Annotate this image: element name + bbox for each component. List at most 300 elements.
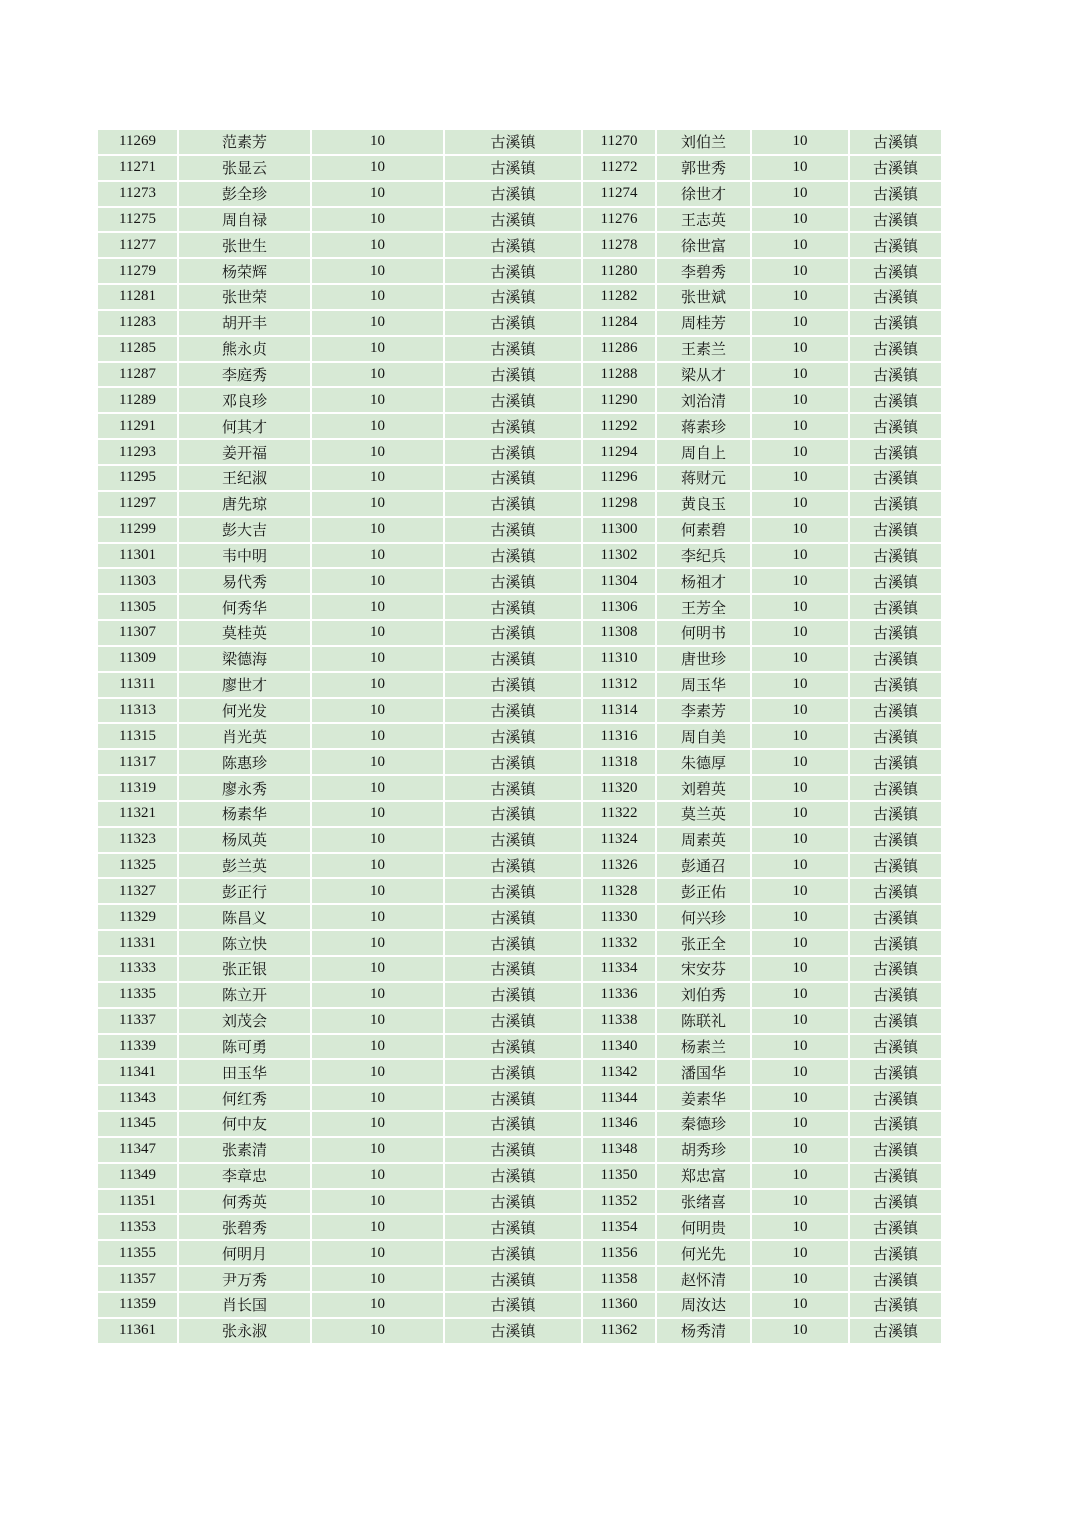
cell-count: 10 [311,1189,444,1215]
cell-count: 10 [751,1008,849,1034]
cell-name: 何素碧 [656,517,751,543]
table-row [97,775,942,801]
cell-town: 古溪镇 [444,1240,582,1266]
cell-id: 11342 [582,1059,656,1085]
cell-town: 古溪镇 [849,853,942,879]
cell-id: 11339 [97,1034,178,1060]
table-row [97,336,942,362]
cell-count: 10 [751,1318,849,1344]
cell-name: 宋安芬 [656,956,751,982]
cell-name: 陈立快 [178,930,311,956]
cell-town: 古溪镇 [444,1266,582,1292]
cell-town: 古溪镇 [849,284,942,310]
table-row [97,362,942,388]
cell-id: 11293 [97,439,178,465]
table-row [97,387,942,413]
cell-count: 10 [751,1034,849,1060]
cell-name: 刘碧英 [656,775,751,801]
cell-town: 古溪镇 [444,723,582,749]
cell-town: 古溪镇 [444,594,582,620]
table-row [97,594,942,620]
cell-name: 张正银 [178,956,311,982]
cell-id: 11350 [582,1163,656,1189]
cell-count: 10 [311,1214,444,1240]
cell-id: 11348 [582,1137,656,1163]
cell-name: 张世荣 [178,284,311,310]
table-row [97,129,942,155]
cell-count: 10 [751,749,849,775]
cell-id: 11288 [582,362,656,388]
cell-town: 古溪镇 [444,853,582,879]
cell-id: 11285 [97,336,178,362]
cell-count: 10 [311,439,444,465]
table-row [97,310,942,336]
cell-town: 古溪镇 [849,956,942,982]
cell-name: 周自上 [656,439,751,465]
cell-name: 熊永贞 [178,336,311,362]
cell-count: 10 [311,646,444,672]
cell-name: 何明书 [656,620,751,646]
cell-count: 10 [311,258,444,284]
cell-town: 古溪镇 [849,465,942,491]
cell-count: 10 [751,284,849,310]
table-row [97,1163,942,1189]
cell-town: 古溪镇 [849,723,942,749]
cell-town: 古溪镇 [444,517,582,543]
cell-town: 古溪镇 [849,827,942,853]
cell-name: 张碧秀 [178,1214,311,1240]
cell-name: 朱德厚 [656,749,751,775]
cell-town: 古溪镇 [444,1163,582,1189]
cell-name: 刘治清 [656,387,751,413]
cell-id: 11286 [582,336,656,362]
cell-town: 古溪镇 [849,1189,942,1215]
table-row [97,1318,942,1344]
table-row [97,543,942,569]
cell-id: 11270 [582,129,656,155]
table-row [97,1214,942,1240]
cell-town: 古溪镇 [444,129,582,155]
cell-name: 周玉华 [656,672,751,698]
cell-count: 10 [751,568,849,594]
cell-id: 11338 [582,1008,656,1034]
cell-count: 10 [311,568,444,594]
cell-name: 周素英 [656,827,751,853]
cell-count: 10 [751,1085,849,1111]
cell-count: 10 [311,1034,444,1060]
cell-count: 10 [751,491,849,517]
table-row [97,646,942,672]
cell-name: 廖永秀 [178,775,311,801]
cell-count: 10 [311,336,444,362]
roster-table-body [97,129,942,1344]
cell-town: 古溪镇 [444,465,582,491]
cell-name: 徐世富 [656,232,751,258]
cell-count: 10 [311,491,444,517]
cell-town: 古溪镇 [444,1292,582,1318]
cell-count: 10 [751,155,849,181]
cell-town: 古溪镇 [849,232,942,258]
cell-id: 11319 [97,775,178,801]
cell-count: 10 [751,878,849,904]
cell-name: 何其才 [178,413,311,439]
cell-name: 莫兰英 [656,801,751,827]
cell-id: 11283 [97,310,178,336]
cell-id: 11327 [97,878,178,904]
cell-name: 彭大吉 [178,517,311,543]
cell-id: 11337 [97,1008,178,1034]
cell-name: 肖长国 [178,1292,311,1318]
cell-name: 廖世才 [178,672,311,698]
table-row [97,491,942,517]
table-row [97,413,942,439]
cell-name: 张素清 [178,1137,311,1163]
cell-count: 10 [751,775,849,801]
cell-name: 张正全 [656,930,751,956]
cell-name: 姜素华 [656,1085,751,1111]
cell-id: 11357 [97,1266,178,1292]
cell-id: 11287 [97,362,178,388]
cell-count: 10 [311,801,444,827]
cell-id: 11273 [97,181,178,207]
cell-count: 10 [311,362,444,388]
cell-id: 11358 [582,1266,656,1292]
table-row [97,1059,942,1085]
cell-count: 10 [311,517,444,543]
cell-town: 古溪镇 [849,181,942,207]
cell-town: 古溪镇 [849,594,942,620]
table-row [97,1085,942,1111]
cell-count: 10 [311,310,444,336]
cell-name: 韦中明 [178,543,311,569]
cell-name: 何明贵 [656,1214,751,1240]
cell-town: 古溪镇 [849,362,942,388]
table-row [97,1240,942,1266]
cell-town: 古溪镇 [849,543,942,569]
cell-count: 10 [311,1111,444,1137]
cell-count: 10 [311,904,444,930]
cell-name: 秦德珍 [656,1111,751,1137]
cell-id: 11354 [582,1214,656,1240]
cell-count: 10 [751,1266,849,1292]
cell-town: 古溪镇 [849,491,942,517]
cell-id: 11361 [97,1318,178,1344]
cell-id: 11362 [582,1318,656,1344]
cell-id: 11298 [582,491,656,517]
cell-id: 11274 [582,181,656,207]
cell-count: 10 [751,310,849,336]
table-row [97,723,942,749]
cell-id: 11317 [97,749,178,775]
table-row [97,698,942,724]
cell-count: 10 [751,982,849,1008]
cell-town: 古溪镇 [444,801,582,827]
cell-count: 10 [311,1318,444,1344]
cell-id: 11351 [97,1189,178,1215]
cell-count: 10 [751,181,849,207]
cell-town: 古溪镇 [444,1189,582,1215]
cell-count: 10 [311,1240,444,1266]
table-row [97,1137,942,1163]
cell-town: 古溪镇 [849,1034,942,1060]
cell-id: 11322 [582,801,656,827]
cell-id: 11326 [582,853,656,879]
cell-name: 王素兰 [656,336,751,362]
cell-town: 古溪镇 [444,1318,582,1344]
cell-count: 10 [311,1008,444,1034]
cell-name: 蒋财元 [656,465,751,491]
cell-count: 10 [311,620,444,646]
table-row [97,672,942,698]
cell-id: 11321 [97,801,178,827]
cell-id: 11297 [97,491,178,517]
cell-town: 古溪镇 [444,155,582,181]
cell-name: 李章忠 [178,1163,311,1189]
table-row [97,439,942,465]
cell-town: 古溪镇 [849,1059,942,1085]
table-row [97,568,942,594]
cell-town: 古溪镇 [444,775,582,801]
cell-name: 刘伯兰 [656,129,751,155]
cell-id: 11275 [97,207,178,233]
cell-count: 10 [751,543,849,569]
table-row [97,207,942,233]
cell-id: 11310 [582,646,656,672]
cell-id: 11324 [582,827,656,853]
cell-town: 古溪镇 [444,620,582,646]
cell-id: 11346 [582,1111,656,1137]
cell-name: 周桂芳 [656,310,751,336]
cell-name: 何中友 [178,1111,311,1137]
cell-id: 11284 [582,310,656,336]
cell-name: 杨祖才 [656,568,751,594]
cell-name: 李碧秀 [656,258,751,284]
cell-count: 10 [751,1059,849,1085]
cell-count: 10 [751,439,849,465]
cell-id: 11356 [582,1240,656,1266]
table-row [97,1266,942,1292]
cell-name: 彭兰英 [178,853,311,879]
cell-town: 古溪镇 [849,258,942,284]
cell-count: 10 [751,827,849,853]
table-row [97,878,942,904]
cell-id: 11282 [582,284,656,310]
cell-town: 古溪镇 [849,1318,942,1344]
table-row [97,801,942,827]
cell-town: 古溪镇 [444,543,582,569]
cell-name: 杨凤英 [178,827,311,853]
cell-id: 11328 [582,878,656,904]
cell-name: 田玉华 [178,1059,311,1085]
cell-id: 11341 [97,1059,178,1085]
cell-count: 10 [311,207,444,233]
cell-town: 古溪镇 [849,1240,942,1266]
table-row [97,1008,942,1034]
table-row [97,982,942,1008]
cell-count: 10 [751,465,849,491]
cell-count: 10 [751,646,849,672]
cell-id: 11332 [582,930,656,956]
cell-count: 10 [751,1214,849,1240]
cell-count: 10 [751,801,849,827]
cell-count: 10 [751,594,849,620]
cell-count: 10 [751,258,849,284]
cell-count: 10 [751,129,849,155]
cell-id: 11313 [97,698,178,724]
cell-id: 11303 [97,568,178,594]
cell-town: 古溪镇 [444,362,582,388]
cell-count: 10 [751,853,849,879]
cell-town: 古溪镇 [849,310,942,336]
table-row [97,956,942,982]
cell-count: 10 [311,672,444,698]
cell-id: 11336 [582,982,656,1008]
cell-id: 11318 [582,749,656,775]
table-row [97,155,942,181]
cell-name: 王芳全 [656,594,751,620]
cell-id: 11360 [582,1292,656,1318]
cell-id: 11279 [97,258,178,284]
cell-name: 何红秀 [178,1085,311,1111]
cell-name: 彭通召 [656,853,751,879]
cell-town: 古溪镇 [849,801,942,827]
table-row [97,181,942,207]
cell-name: 何明月 [178,1240,311,1266]
cell-count: 10 [311,155,444,181]
table-row [97,1034,942,1060]
cell-town: 古溪镇 [444,1085,582,1111]
cell-count: 10 [751,336,849,362]
cell-town: 古溪镇 [444,207,582,233]
cell-town: 古溪镇 [849,672,942,698]
cell-id: 11289 [97,387,178,413]
cell-id: 11344 [582,1085,656,1111]
table-row [97,284,942,310]
cell-id: 11299 [97,517,178,543]
cell-id: 11304 [582,568,656,594]
cell-id: 11355 [97,1240,178,1266]
cell-town: 古溪镇 [444,930,582,956]
table-row [97,232,942,258]
cell-id: 11306 [582,594,656,620]
cell-name: 杨荣辉 [178,258,311,284]
cell-name: 胡开丰 [178,310,311,336]
cell-town: 古溪镇 [444,749,582,775]
cell-id: 11311 [97,672,178,698]
cell-town: 古溪镇 [849,698,942,724]
cell-count: 10 [751,207,849,233]
cell-count: 10 [311,723,444,749]
cell-name: 肖光英 [178,723,311,749]
cell-name: 李纪兵 [656,543,751,569]
cell-town: 古溪镇 [849,439,942,465]
cell-count: 10 [751,723,849,749]
cell-id: 11309 [97,646,178,672]
cell-name: 杨素华 [178,801,311,827]
cell-name: 彭全珍 [178,181,311,207]
cell-town: 古溪镇 [444,878,582,904]
cell-id: 11302 [582,543,656,569]
cell-name: 何光先 [656,1240,751,1266]
cell-name: 尹万秀 [178,1266,311,1292]
cell-name: 唐世珍 [656,646,751,672]
cell-name: 何兴珍 [656,904,751,930]
cell-town: 古溪镇 [444,387,582,413]
cell-count: 10 [311,853,444,879]
cell-name: 易代秀 [178,568,311,594]
cell-name: 蒋素珍 [656,413,751,439]
cell-name: 何秀华 [178,594,311,620]
cell-town: 古溪镇 [444,827,582,853]
cell-town: 古溪镇 [849,749,942,775]
table-row [97,827,942,853]
cell-town: 古溪镇 [444,258,582,284]
cell-name: 张绪喜 [656,1189,751,1215]
cell-name: 杨秀清 [656,1318,751,1344]
cell-town: 古溪镇 [849,155,942,181]
cell-name: 周自美 [656,723,751,749]
cell-name: 黄良玉 [656,491,751,517]
cell-name: 王纪淑 [178,465,311,491]
cell-town: 古溪镇 [444,1008,582,1034]
cell-id: 11276 [582,207,656,233]
cell-name: 彭正行 [178,878,311,904]
cell-id: 11343 [97,1085,178,1111]
cell-id: 11349 [97,1163,178,1189]
cell-name: 王志英 [656,207,751,233]
cell-name: 张永淑 [178,1318,311,1344]
cell-town: 古溪镇 [849,517,942,543]
cell-town: 古溪镇 [444,181,582,207]
cell-id: 11278 [582,232,656,258]
cell-name: 陈可勇 [178,1034,311,1060]
cell-name: 李庭秀 [178,362,311,388]
cell-count: 10 [751,672,849,698]
cell-id: 11272 [582,155,656,181]
cell-town: 古溪镇 [444,439,582,465]
cell-id: 11323 [97,827,178,853]
cell-town: 古溪镇 [849,1085,942,1111]
cell-count: 10 [311,1059,444,1085]
cell-name: 姜开福 [178,439,311,465]
cell-id: 11290 [582,387,656,413]
cell-town: 古溪镇 [849,1266,942,1292]
cell-id: 11345 [97,1111,178,1137]
cell-town: 古溪镇 [444,284,582,310]
cell-name: 梁德海 [178,646,311,672]
cell-name: 郭世秀 [656,155,751,181]
cell-town: 古溪镇 [849,620,942,646]
cell-town: 古溪镇 [849,129,942,155]
cell-count: 10 [751,620,849,646]
cell-count: 10 [311,930,444,956]
cell-count: 10 [751,1240,849,1266]
cell-count: 10 [751,517,849,543]
table-row [97,1189,942,1215]
cell-id: 11280 [582,258,656,284]
cell-id: 11330 [582,904,656,930]
cell-count: 10 [311,129,444,155]
cell-town: 古溪镇 [849,646,942,672]
cell-name: 梁从才 [656,362,751,388]
cell-town: 古溪镇 [444,1059,582,1085]
cell-count: 10 [751,1163,849,1189]
cell-id: 11347 [97,1137,178,1163]
cell-name: 周自禄 [178,207,311,233]
cell-count: 10 [311,1292,444,1318]
cell-id: 11353 [97,1214,178,1240]
cell-count: 10 [751,362,849,388]
